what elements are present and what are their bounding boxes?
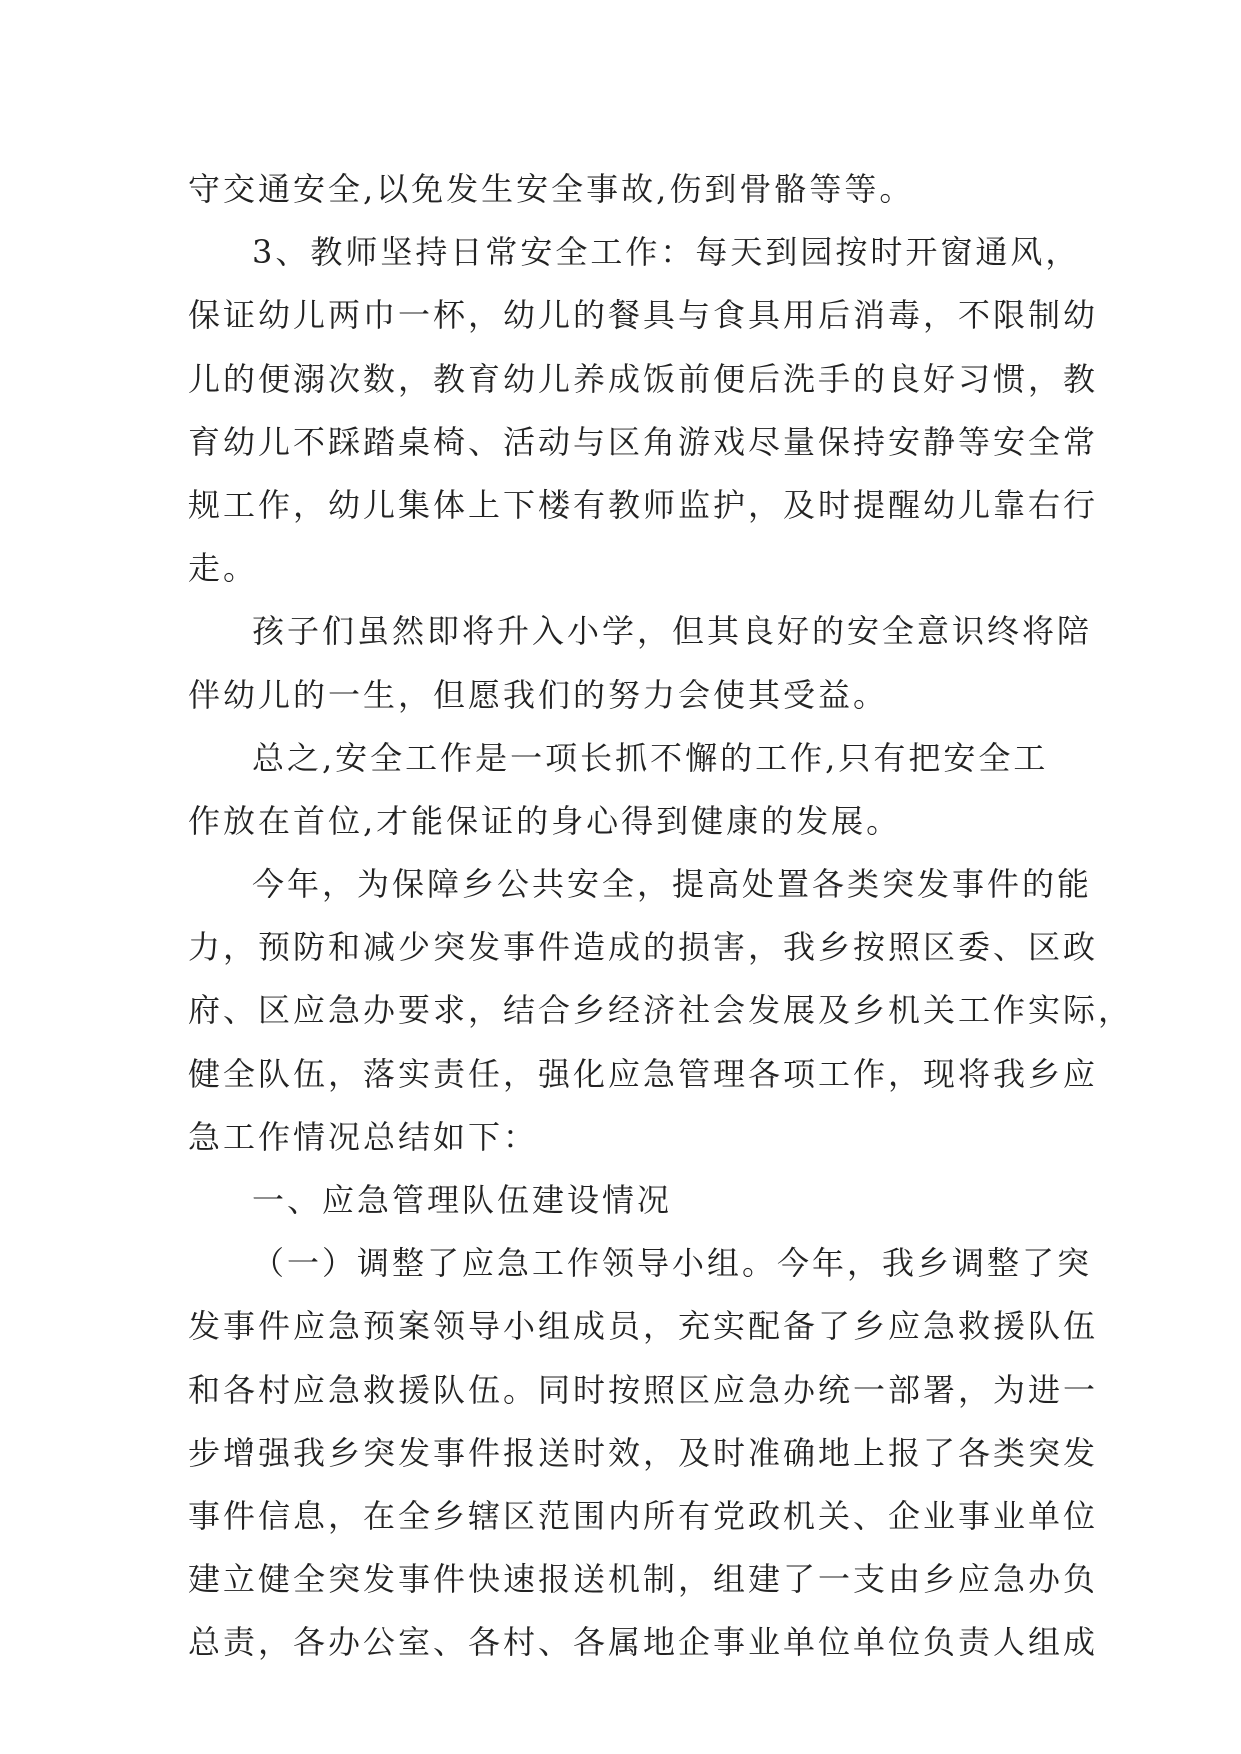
paragraph-line: 3、教师坚持日常安全工作：每天到园按时开窗通风， — [252, 233, 1081, 272]
paragraph-line: 发事件应急预案领导小组成员，充实配备了乡应急救援队伍 — [188, 1307, 1099, 1346]
paragraph-line: 伴幼儿的一生，但愿我们的努力会使其受益。 — [188, 675, 889, 714]
paragraph-line: 事件信息，在全乡辖区范围内所有党政机关、企业事业单位 — [188, 1496, 1099, 1535]
paragraph-line: 走。 — [188, 549, 259, 588]
paragraph-line: 孩子们虽然即将升入小学，但其良好的安全意识终将陪 — [252, 612, 1093, 651]
paragraph-line: 规工作，幼儿集体上下楼有教师监护，及时提醒幼儿靠右行 — [188, 485, 1099, 524]
paragraph-line: 力，预防和减少突发事件造成的损害，我乡按照区委、区政 — [188, 928, 1099, 967]
paragraph-line: （一）调整了应急工作领导小组。今年，我乡调整了突 — [252, 1244, 1093, 1283]
paragraph-line: 府、区应急办要求，结合乡经济社会发展及乡机关工作实际， — [188, 991, 1134, 1030]
paragraph-line: 作放在首位,才能保证的身心得到健康的发展。 — [188, 801, 902, 840]
paragraph-line: 守交通安全,以免发生安全事故,伤到骨骼等等。 — [188, 170, 915, 208]
paragraph-line: 今年，为保障乡公共安全，提高处置各类突发事件的能 — [252, 865, 1093, 904]
paragraph-line: 急工作情况总结如下： — [188, 1117, 539, 1156]
document-body — [188, 158, 1134, 1675]
paragraph-line: 健全队伍，落实责任，强化应急管理各项工作，现将我乡应 — [188, 1054, 1099, 1093]
paragraph-line: 总责，各办公室、各村、各属地企事业单位单位负责人组成 — [188, 1623, 1099, 1662]
paragraph-line: 步增强我乡突发事件报送时效，及时准确地上报了各类突发 — [188, 1433, 1099, 1472]
paragraph-line: 总之,安全工作是一项长抓不懈的工作,只有把安全工 — [252, 738, 1049, 777]
paragraph-line: 儿的便溺次数，教育幼儿养成饭前便后洗手的良好习惯，教 — [188, 359, 1099, 398]
paragraph-line: 建立健全突发事件快速报送机制，组建了一支由乡应急办负 — [188, 1560, 1099, 1599]
paragraph-line: 和各村应急救援队伍。同时按照区应急办统一部署，为进一 — [188, 1370, 1099, 1409]
paragraph-line: 育幼儿不踩踏桌椅、活动与区角游戏尽量保持安静等安全常 — [188, 422, 1099, 461]
section-heading: 一、应急管理队伍建设情况 — [252, 1181, 673, 1219]
paragraph-line: 保证幼儿两巾一杯，幼儿的餐具与食具用后消毒，不限制幼 — [188, 296, 1099, 335]
